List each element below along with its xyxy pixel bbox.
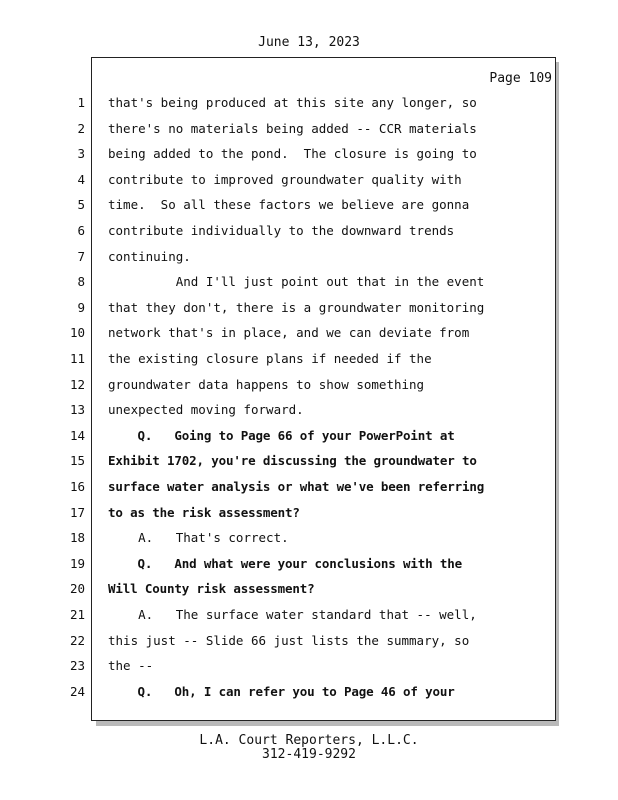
- line-number: 9: [77, 299, 85, 315]
- line-number: 8: [77, 274, 85, 290]
- line-number: 21: [69, 607, 85, 622]
- line-number: 18: [69, 530, 85, 546]
- transcript-line: groundwater data happens to show something: [108, 376, 425, 392]
- court-reporter-name: L.A. Court Reporters, L.L.C.: [199, 733, 419, 748]
- court-reporter-phone: 312-419-9292: [262, 747, 356, 762]
- question-line: Will County risk assessment?: [108, 581, 315, 597]
- transcript-line: the existing closure plans if needed if the: [108, 351, 432, 366]
- transcript-line: the --: [108, 658, 154, 674]
- line-number: 2: [77, 120, 85, 136]
- transcript-line: network that's in place, and we can deviate from: [108, 325, 470, 341]
- transcript-line: unexpected moving forward.: [108, 402, 304, 418]
- line-number: 12: [69, 376, 85, 392]
- transcript-line: time. So all these factors we believe are gonna: [108, 197, 470, 213]
- transcript-line: there's no materials being added -- CCR materials: [108, 120, 477, 136]
- line-number: 23: [69, 658, 85, 674]
- line-number: 16: [69, 479, 85, 494]
- question-line: Q. And what were your conclusions with the: [108, 555, 463, 571]
- transcript-line: that they don't, there is a groundwater monitoring: [108, 299, 485, 315]
- page-number: Page 109: [489, 71, 552, 86]
- question-line: Q. Going to Page 66 of your PowerPoint at: [108, 427, 455, 443]
- footer: [0, 734, 618, 762]
- line-number: 19: [69, 555, 85, 571]
- question-line: Q. Oh, I can refer you to Page 46 of your: [108, 683, 455, 699]
- transcript-line: contribute to improved groundwater quality with: [108, 171, 462, 187]
- line-number: 22: [69, 632, 85, 648]
- answer-line: A. That's correct.: [108, 530, 289, 546]
- line-number: 20: [69, 581, 85, 597]
- transcript-line: that's being produced at this site any longer, so: [108, 95, 477, 110]
- line-number: 17: [69, 504, 85, 520]
- line-number: 13: [69, 402, 85, 418]
- question-line: Exhibit 1702, you're discussing the groundwater to: [108, 453, 477, 469]
- answer-line: A. The surface water standard that -- well,: [108, 607, 477, 622]
- line-number: 1: [77, 95, 85, 110]
- transcript-line: this just -- Slide 66 just lists the summary, so: [108, 632, 470, 648]
- transcript-line: continuing.: [108, 248, 191, 264]
- line-number: 6: [77, 223, 85, 238]
- line-number: 11: [69, 351, 85, 366]
- line-number: 7: [77, 248, 85, 264]
- line-number: 5: [77, 197, 85, 213]
- line-number: 24: [69, 683, 85, 699]
- question-line: surface water analysis or what we've been referring: [108, 479, 485, 494]
- line-number: 4: [77, 171, 85, 187]
- line-number: 14: [69, 427, 85, 443]
- transcript-line: contribute individually to the downward trends: [108, 223, 455, 238]
- transcript-line: And I'll just point out that in the event: [108, 274, 485, 290]
- question-line: to as the risk assessment?: [108, 504, 300, 520]
- line-number: 15: [69, 453, 85, 469]
- line-number: 10: [69, 325, 85, 341]
- line-number: 3: [77, 146, 85, 162]
- transcript-line: being added to the pond. The closure is going to: [108, 146, 477, 162]
- transcript-date: June 13, 2023: [258, 35, 360, 50]
